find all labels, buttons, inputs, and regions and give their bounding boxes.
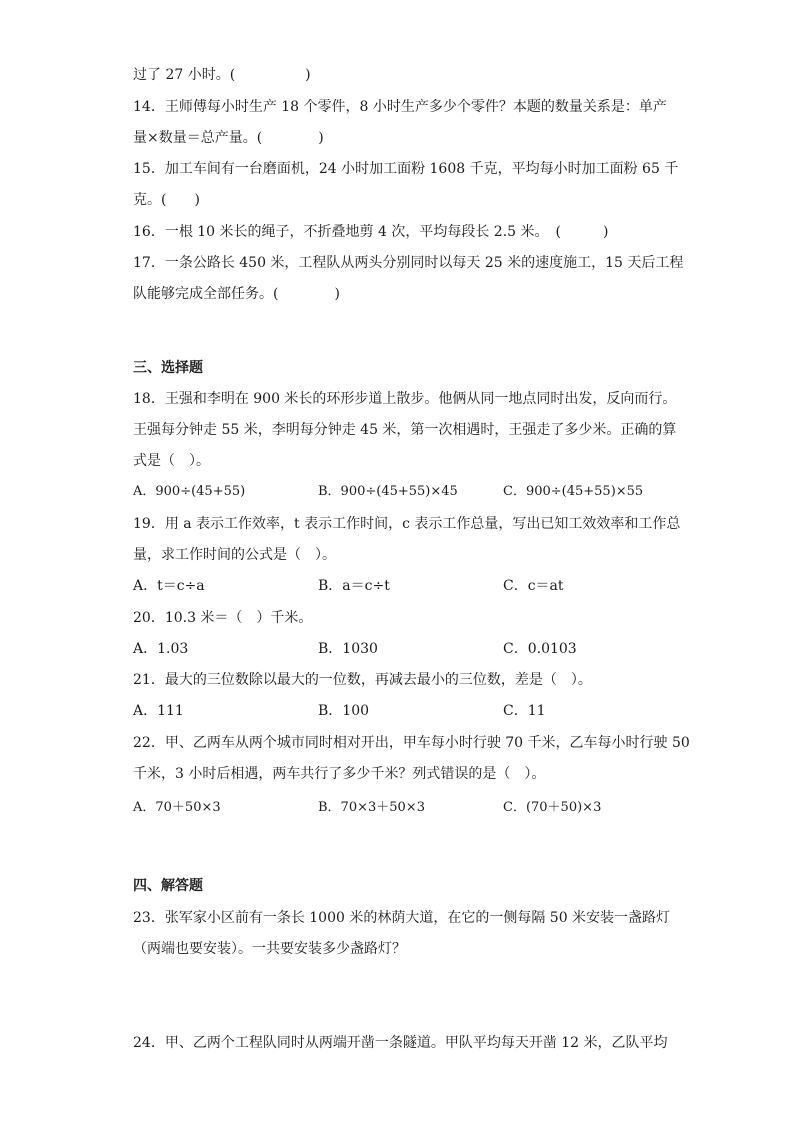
q18-option-c: C．900÷(45+55)×55: [503, 484, 644, 499]
q14-line2: 量×数量＝总产量。( ): [133, 130, 324, 146]
q22-line1: 22．甲、乙两车从两个城市同时相对开出，甲车每小时行驶 70 千米，乙车每小时行驶 50: [133, 735, 690, 751]
q18-line3: 式是（ ）。: [133, 453, 210, 469]
q19-line1: 19．用 a 表示工作效率，t 表示工作时间，c 表示工作总量，写出已知工效效率和工作总: [133, 516, 681, 532]
q17-line1: 17．一条公路长 450 米，工程队从两头分别同时以每天 25 米的速度施工，15 天后工程: [133, 255, 684, 271]
q13-tail: 过了 27 小时。( ): [133, 67, 311, 83]
q14-line1: 14．王师傅每小时生产 18 个零件，8 小时生产多少个零件？本题的数量关系是：单产: [133, 99, 667, 115]
q24-line1: 24．甲、乙两个工程队同时从两端开凿一条隧道。甲队平均每天开凿 12 米，乙队平均: [133, 1035, 668, 1051]
q18-option-b: B．900÷(45+55)×45: [318, 484, 458, 499]
q15-line1: 15．加工车间有一台磨面机，24 小时加工面粉 1608 千克，平均每小时加工面粉 65 千: [133, 161, 679, 177]
q20-option-a: A．1.03: [133, 641, 189, 657]
section-heading-answer: 四、解答题: [133, 878, 203, 894]
section-heading-choice: 三、选择题: [133, 360, 203, 376]
q16: 16．一根 10 米长的绳子，不折叠地剪 4 次，平均每段长 2.5 米。 ( ): [133, 224, 609, 240]
q17-line2: 队能够完成全部任务。( ): [133, 286, 340, 302]
q23-line2: （两端也要安装）。一共要安装多少盏路灯？: [133, 941, 406, 957]
q22-option-c: C．(70＋50)×3: [503, 800, 602, 815]
q22-option-b: B．70×3＋50×3: [318, 800, 425, 815]
q22-option-a: A．70＋50×3: [133, 800, 221, 815]
q21-option-c: C．11: [503, 703, 546, 719]
q19-option-a: A．t＝c÷a: [133, 578, 205, 594]
q20-line1: 20．10.3 米＝（ ）千米。: [133, 610, 313, 626]
q20-option-b: B．1030: [318, 641, 378, 657]
q18-line1: 18．王强和李明在 900 米长的环形步道上散步。他俩从同一地点同时出发，反向而行。: [133, 391, 677, 407]
q18-line2: 王强每分钟走 55 米，李明每分钟走 45 米，第一次相遇时，王强走了多少米。正确的算: [133, 422, 677, 438]
q21-option-b: B．100: [318, 703, 370, 719]
q19-option-b: B．a＝c÷t: [318, 578, 390, 594]
q23-line1: 23．张军家小区前有一条长 1000 米的林荫大道，在它的一侧每隔 50 米安装一盏路灯: [133, 910, 671, 926]
q19-line2: 量，求工作时间的公式是（ ）。: [133, 547, 336, 563]
q20-option-c: C．0.0103: [503, 641, 577, 657]
q21-line1: 21．最大的三位数除以最大的一位数，再减去最小的三位数，差是（ ）。: [133, 672, 592, 688]
q19-option-c: C．c＝at: [503, 578, 564, 594]
q18-option-a: A．900÷(45+55): [133, 484, 246, 499]
q15-line2: 克。( ): [133, 192, 200, 208]
q21-option-a: A．111: [133, 703, 184, 719]
q22-line2: 千米，3 小时后相遇，两车共行了多少千米？列式错误的是（ ）。: [133, 766, 546, 782]
